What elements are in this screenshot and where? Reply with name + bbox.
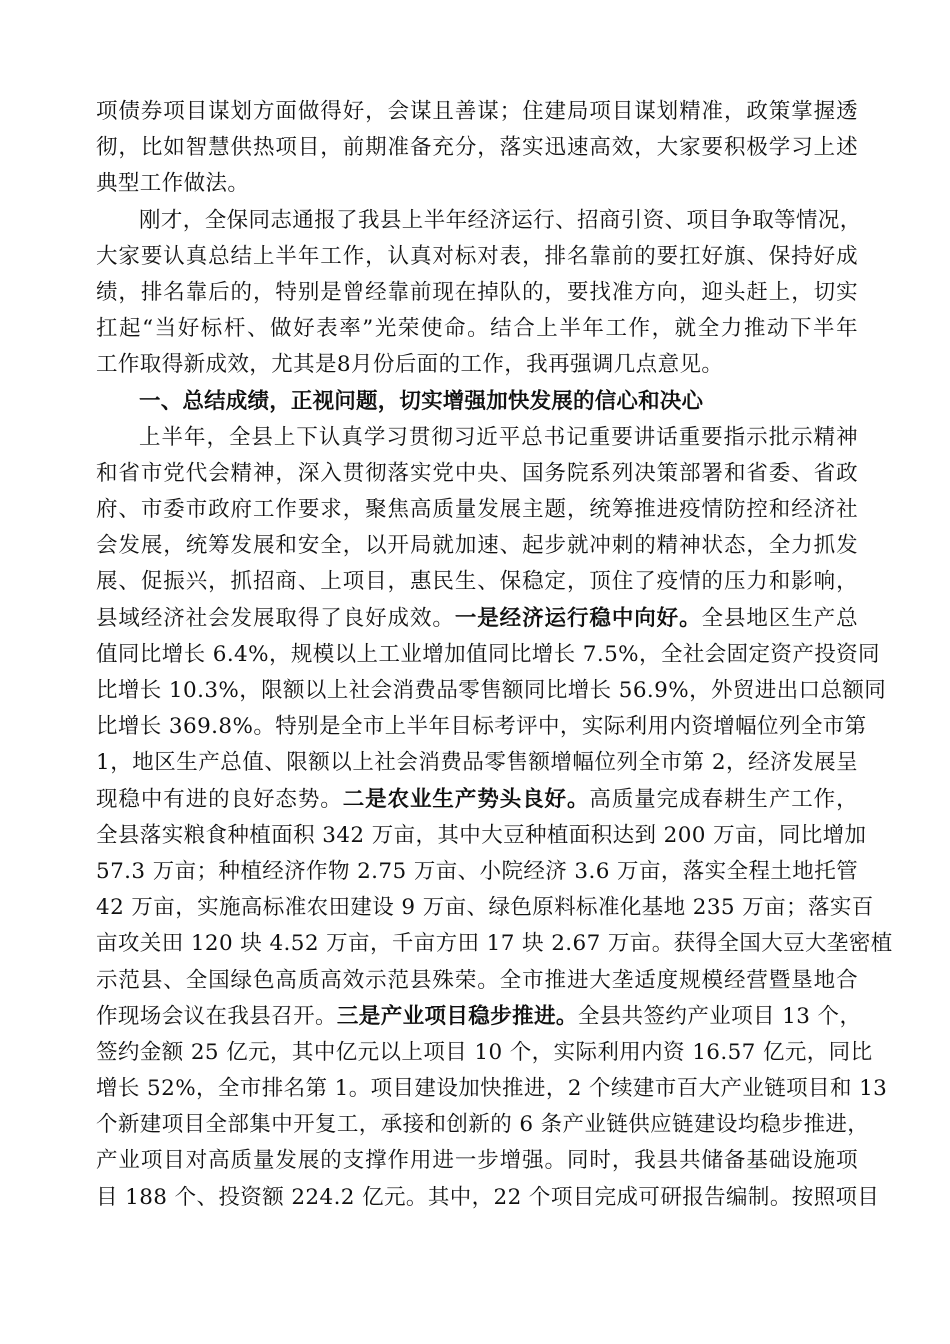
text-line: 1，地区生产总值、限额以上社会消费品零售额增幅位列全市第 2，经济发展呈 [96,750,858,776]
text-run: 现稳中有进的良好态势。 [96,786,343,812]
text-line: 展、促振兴，抓招商、上项目，惠民生、保稳定，顶住了疫情的压力和影响， [96,569,858,595]
text-line: 比增长 369.8%。特别是全市上半年目标考评中，实际利用内资增幅位列全市第 [96,714,867,740]
text-run: 作现场会议在我县召开。 [96,1003,337,1029]
text-line: 57.3 万亩；种植经济作物 2.75 万亩、小院经济 3.6 万亩，落实全程土地托管 [96,858,858,884]
bold-highlight-2: 二是农业生产势头良好。 [342,786,590,812]
text-run: 县域经济社会发展取得了良好成效。 [96,605,455,631]
text-line: 会发展，统筹发展和安全，以开局就加速、起步就冲刺的精神状态，全力抓发 [96,533,858,559]
text-line: 刚才，全保同志通报了我县上半年经济运行、招商引资、项目争取等情况， [139,207,862,233]
text-run: 高质量完成春耕生产工作， [589,786,858,812]
text-line: 大家要认真总结上半年工作，认真对标对表，排名靠前的要扛好旗、保持好成 [96,243,858,269]
text-line: 上半年，全县上下认真学习贯彻习近平总书记重要讲话重要指示批示精神 [139,424,858,450]
text-line: 个新建项目全部集中开复工，承接和创新的 6 条产业链供应链建设均稳步推进， [96,1112,870,1138]
text-line: 典型工作做法。 [96,171,250,197]
paragraph-3 [96,420,893,1216]
text-line: 目 188 个、投资额 224.2 亿元。其中，22 个项目完成可研报告编制。按照项目 [96,1184,880,1210]
text-line: 比增长 10.3%，限额以上社会消费品零售额同比增长 56.9%，外贸进出口总额同 [96,678,887,703]
text-run: 全县共签约产业项目 13 个， [577,1003,862,1029]
text-line: 示范县、全国绿色高质高效示范县殊荣。全市推进大垄适度规模经营暨垦地合 [96,967,858,993]
text-line: 和省市党代会精神，深入贯彻落实党中央、国务院系列决策部署和省委、省政 [96,460,858,486]
paragraph-2 [96,203,862,384]
text-line: 值同比增长 6.4%，规模以上工业增加值同比增长 7.5%，全社会固定资产投资同 [96,641,880,667]
text-line: 42 万亩，实施高标准农田建设 9 万亩、绿色原料标准化基地 235 万亩；落实百 [96,895,874,921]
text-line: 工作取得新成效，尤其是8月份后面的工作，我再强调几点意见。 [96,352,724,378]
text-line: 全县落实粮食种植面积 342 万亩，其中大豆种植面积达到 200 万亩，同比增加 [96,822,867,848]
section-heading-1: 一、总结成绩，正视问题，切实增强加快发展的信心和决心 [139,388,704,414]
text-line: 亩攻关田 120 块 4.52 万亩，千亩方田 17 块 2.67 万亩。获得全国大豆大垄密植 [96,931,893,957]
text-line: 签约金额 25 亿元，其中亿元以上项目 10 个，实际利用内资 16.57 亿元，同比 [96,1039,873,1065]
text-line: 扛起“当好标杆、做好表率”光荣使命。结合上半年工作，就全力推动下半年 [96,316,858,342]
text-line: 增长 52%，全市排名第 1。项目建设加快推进，2 个续建市百大产业链项目和 13 [96,1076,888,1102]
text-line [96,782,858,818]
bold-highlight-1: 一是经济运行稳中向好。 [454,605,702,631]
text-line: 项债券项目谋划方面做得好，会谋且善谋；住建局项目谋划精准，政策掌握透 [96,99,858,124]
paragraph-1 [96,94,858,203]
bold-highlight-3: 三是产业项目稳步推进。 [336,1003,578,1029]
text-line: 绩，排名靠后的，特别是曾经靠前现在掉队的，要找准方向，迎头赶上，切实 [96,279,858,305]
text-run: 全县地区生产总 [701,605,858,631]
text-line [96,601,858,637]
text-line: 府、市委市政府工作要求，聚焦高质量发展主题，统筹推进疫情防控和经济社 [96,497,858,523]
document-page [96,94,893,1216]
text-line: 产业项目对高质量发展的支撑作用进一步增强。同时，我县共储备基础设施项 [96,1148,858,1174]
text-line [96,999,862,1035]
text-line: 彻，比如智慧供热项目，前期准备充分，落实迅速高效，大家要积极学习上述 [96,135,858,161]
